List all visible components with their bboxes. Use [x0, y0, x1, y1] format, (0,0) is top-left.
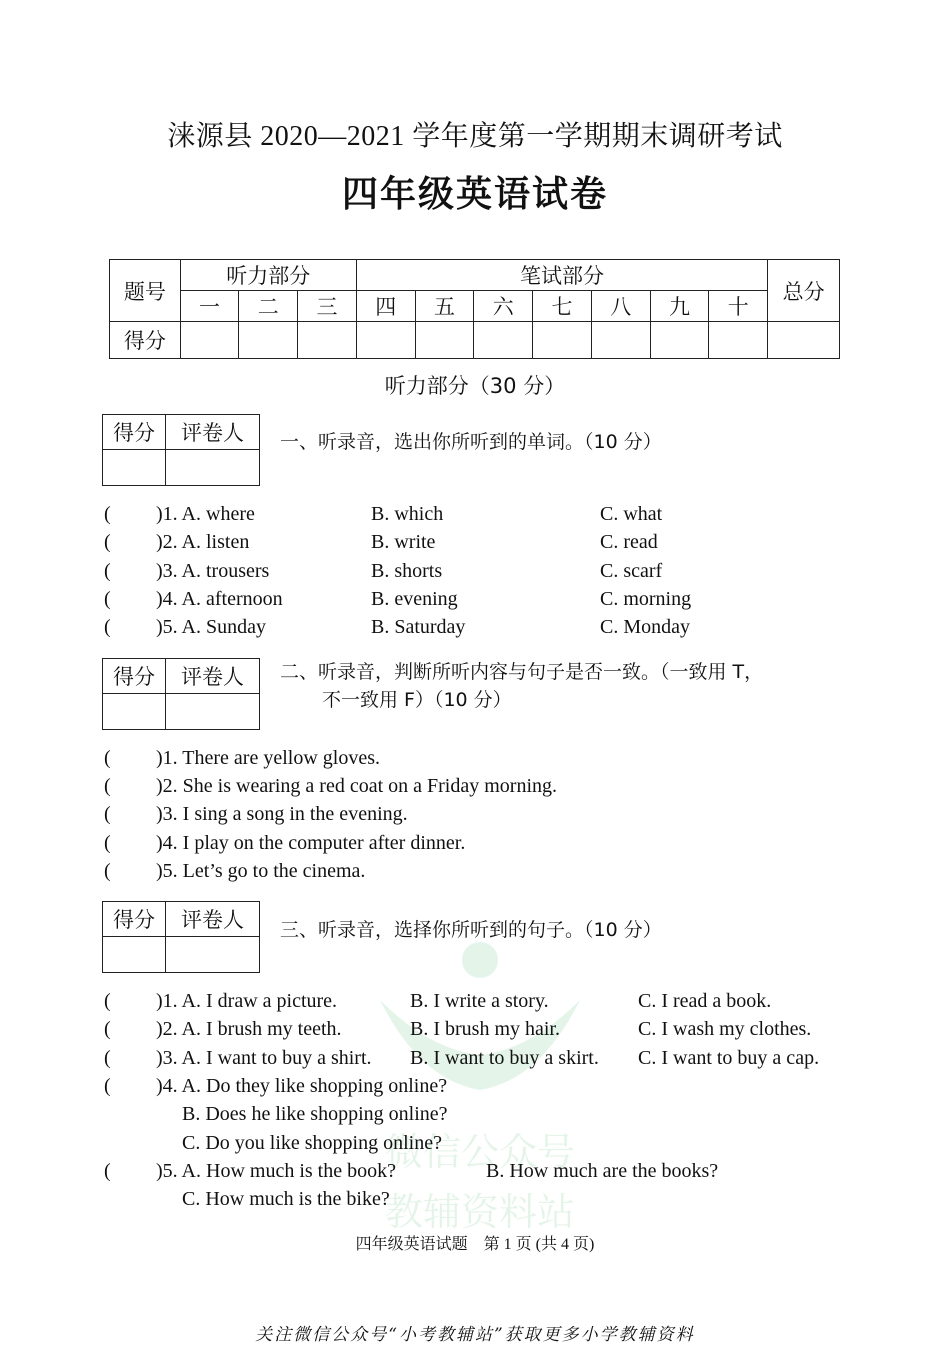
option-b: B. which — [371, 503, 444, 525]
score-table-col: 四 — [356, 291, 415, 322]
statement: )1. There are yellow gloves. — [156, 747, 380, 769]
score-table-col: 六 — [474, 291, 533, 322]
watermark-text2: 教辅资料站 — [384, 1190, 576, 1234]
score-table-col: 九 — [650, 291, 709, 322]
option-b: B. write — [371, 531, 436, 553]
section2-heading-line2: 不一致用 F）（10 分） — [322, 689, 512, 711]
bottom-note: 关注微信公众号“小考教辅站”获取更多小学教辅资料 — [255, 1325, 695, 1345]
option-a: )3. A. I want to buy a shirt. — [156, 1047, 372, 1069]
grader-score-cell — [103, 450, 166, 486]
section2-heading-line1: 二、听录音，判断所听内容与句子是否一致。（一致用 T， — [280, 661, 764, 683]
grader-name-label: 评卷人 — [166, 415, 260, 450]
option-c: C. Do you like shopping online? — [182, 1132, 442, 1154]
answer-paren: ( — [104, 1047, 111, 1069]
answer-paren: ( — [104, 1018, 111, 1040]
option-a: )4. A. afternoon — [156, 588, 283, 610]
score-cell — [474, 322, 533, 359]
score-cell — [709, 322, 768, 359]
answer-paren: ( — [104, 803, 111, 825]
grader-score-label: 得分 — [103, 902, 166, 937]
answer-paren: ( — [104, 560, 111, 582]
score-table-total-label: 总分 — [768, 260, 840, 322]
grader-box-3 — [102, 901, 260, 973]
statement: )5. Let’s go to the cinema. — [156, 860, 366, 882]
grader-box-2 — [102, 658, 260, 730]
score-cell — [533, 322, 592, 359]
answer-paren: ( — [104, 531, 111, 553]
option-b: B. How much are the books? — [486, 1160, 719, 1182]
score-table-col: 三 — [298, 291, 357, 322]
option-a: )1. A. where — [156, 503, 255, 525]
answer-paren: ( — [104, 616, 111, 638]
option-a: )4. A. Do they like shopping online? — [156, 1075, 448, 1097]
option-b: B. I write a story. — [410, 990, 549, 1012]
answer-paren: ( — [104, 832, 111, 854]
option-c: C. I wash my clothes. — [638, 1018, 812, 1040]
option-c: C. morning — [600, 588, 692, 610]
answer-paren: ( — [104, 1075, 111, 1097]
option-c: C. read — [600, 531, 658, 553]
option-b: B. I want to buy a skirt. — [410, 1047, 599, 1069]
score-table-col: 一 — [180, 291, 239, 322]
option-a: )2. A. listen — [156, 531, 250, 553]
grader-score-label: 得分 — [103, 415, 166, 450]
score-cell — [239, 322, 298, 359]
answer-paren: ( — [104, 860, 111, 882]
score-table — [109, 259, 840, 359]
score-cell — [650, 322, 709, 359]
score-table-col: 十 — [709, 291, 768, 322]
option-b: B. shorts — [371, 560, 443, 582]
score-cell — [298, 322, 357, 359]
option-c: C. I want to buy a cap. — [638, 1047, 820, 1069]
option-c: C. I read a book. — [638, 990, 772, 1012]
page-footer: 四年级英语试题 第 1 页 (共 4 页) — [355, 1236, 595, 1253]
score-table-col: 七 — [533, 291, 592, 322]
score-table-col: 二 — [239, 291, 298, 322]
option-c: C. Monday — [600, 616, 690, 638]
grader-name-cell — [166, 694, 260, 730]
answer-paren: ( — [104, 775, 111, 797]
answer-paren: ( — [104, 990, 111, 1012]
grader-name-label: 评卷人 — [166, 902, 260, 937]
answer-paren: ( — [104, 588, 111, 610]
option-c: C. what — [600, 503, 663, 525]
option-c: C. How much is the bike? — [182, 1188, 390, 1210]
statement: )2. She is wearing a red coat on a Friday morning. — [156, 775, 558, 797]
option-a: )2. A. I brush my teeth. — [156, 1018, 342, 1040]
exam-title-line2: 四年级英语试卷 — [341, 174, 608, 215]
answer-paren: ( — [104, 747, 111, 769]
watermark-dot-icon — [462, 942, 498, 978]
grader-score-cell — [103, 694, 166, 730]
statement: )4. I play on the computer after dinner. — [156, 832, 466, 854]
grader-score-label: 得分 — [103, 659, 166, 694]
answer-paren: ( — [104, 503, 111, 525]
option-a: )1. A. I draw a picture. — [156, 990, 338, 1012]
grader-name-label: 评卷人 — [166, 659, 260, 694]
statement: )3. I sing a song in the evening. — [156, 803, 408, 825]
watermark-text1: 微信公众号 — [384, 1130, 576, 1174]
option-c: C. scarf — [600, 560, 663, 582]
option-b: B. Does he like shopping online? — [182, 1103, 448, 1125]
option-b: B. evening — [371, 588, 458, 610]
section1-heading: 一、听录音，选出你所听到的单词。（10 分） — [280, 431, 662, 453]
score-cell — [591, 322, 650, 359]
grader-name-cell — [166, 937, 260, 973]
score-table-number-label: 题号 — [110, 260, 181, 322]
answer-paren: ( — [104, 1160, 111, 1182]
option-b: B. Saturday — [371, 616, 466, 638]
option-a: )3. A. trousers — [156, 560, 270, 582]
option-a: )5. A. Sunday — [156, 616, 266, 638]
score-cell — [768, 322, 840, 359]
score-cell — [180, 322, 239, 359]
grader-name-cell — [166, 450, 260, 486]
score-cell — [356, 322, 415, 359]
grader-box-1 — [102, 414, 260, 486]
score-cell — [415, 322, 474, 359]
section3-heading: 三、听录音，选择你所听到的句子。（10 分） — [280, 919, 662, 941]
score-table-listening-group: 听力部分 — [180, 260, 356, 291]
option-b: B. I brush my hair. — [410, 1018, 560, 1040]
score-table-score-label: 得分 — [110, 322, 181, 359]
listening-heading: 听力部分（30 分） — [384, 374, 566, 398]
score-table-written-group: 笔试部分 — [356, 260, 767, 291]
option-a: )5. A. How much is the book? — [156, 1160, 396, 1182]
score-table-col: 五 — [415, 291, 474, 322]
exam-title-line1: 涞源县 2020—2021 学年度第一学期期末调研考试 — [167, 121, 783, 152]
grader-score-cell — [103, 937, 166, 973]
score-table-col: 八 — [591, 291, 650, 322]
